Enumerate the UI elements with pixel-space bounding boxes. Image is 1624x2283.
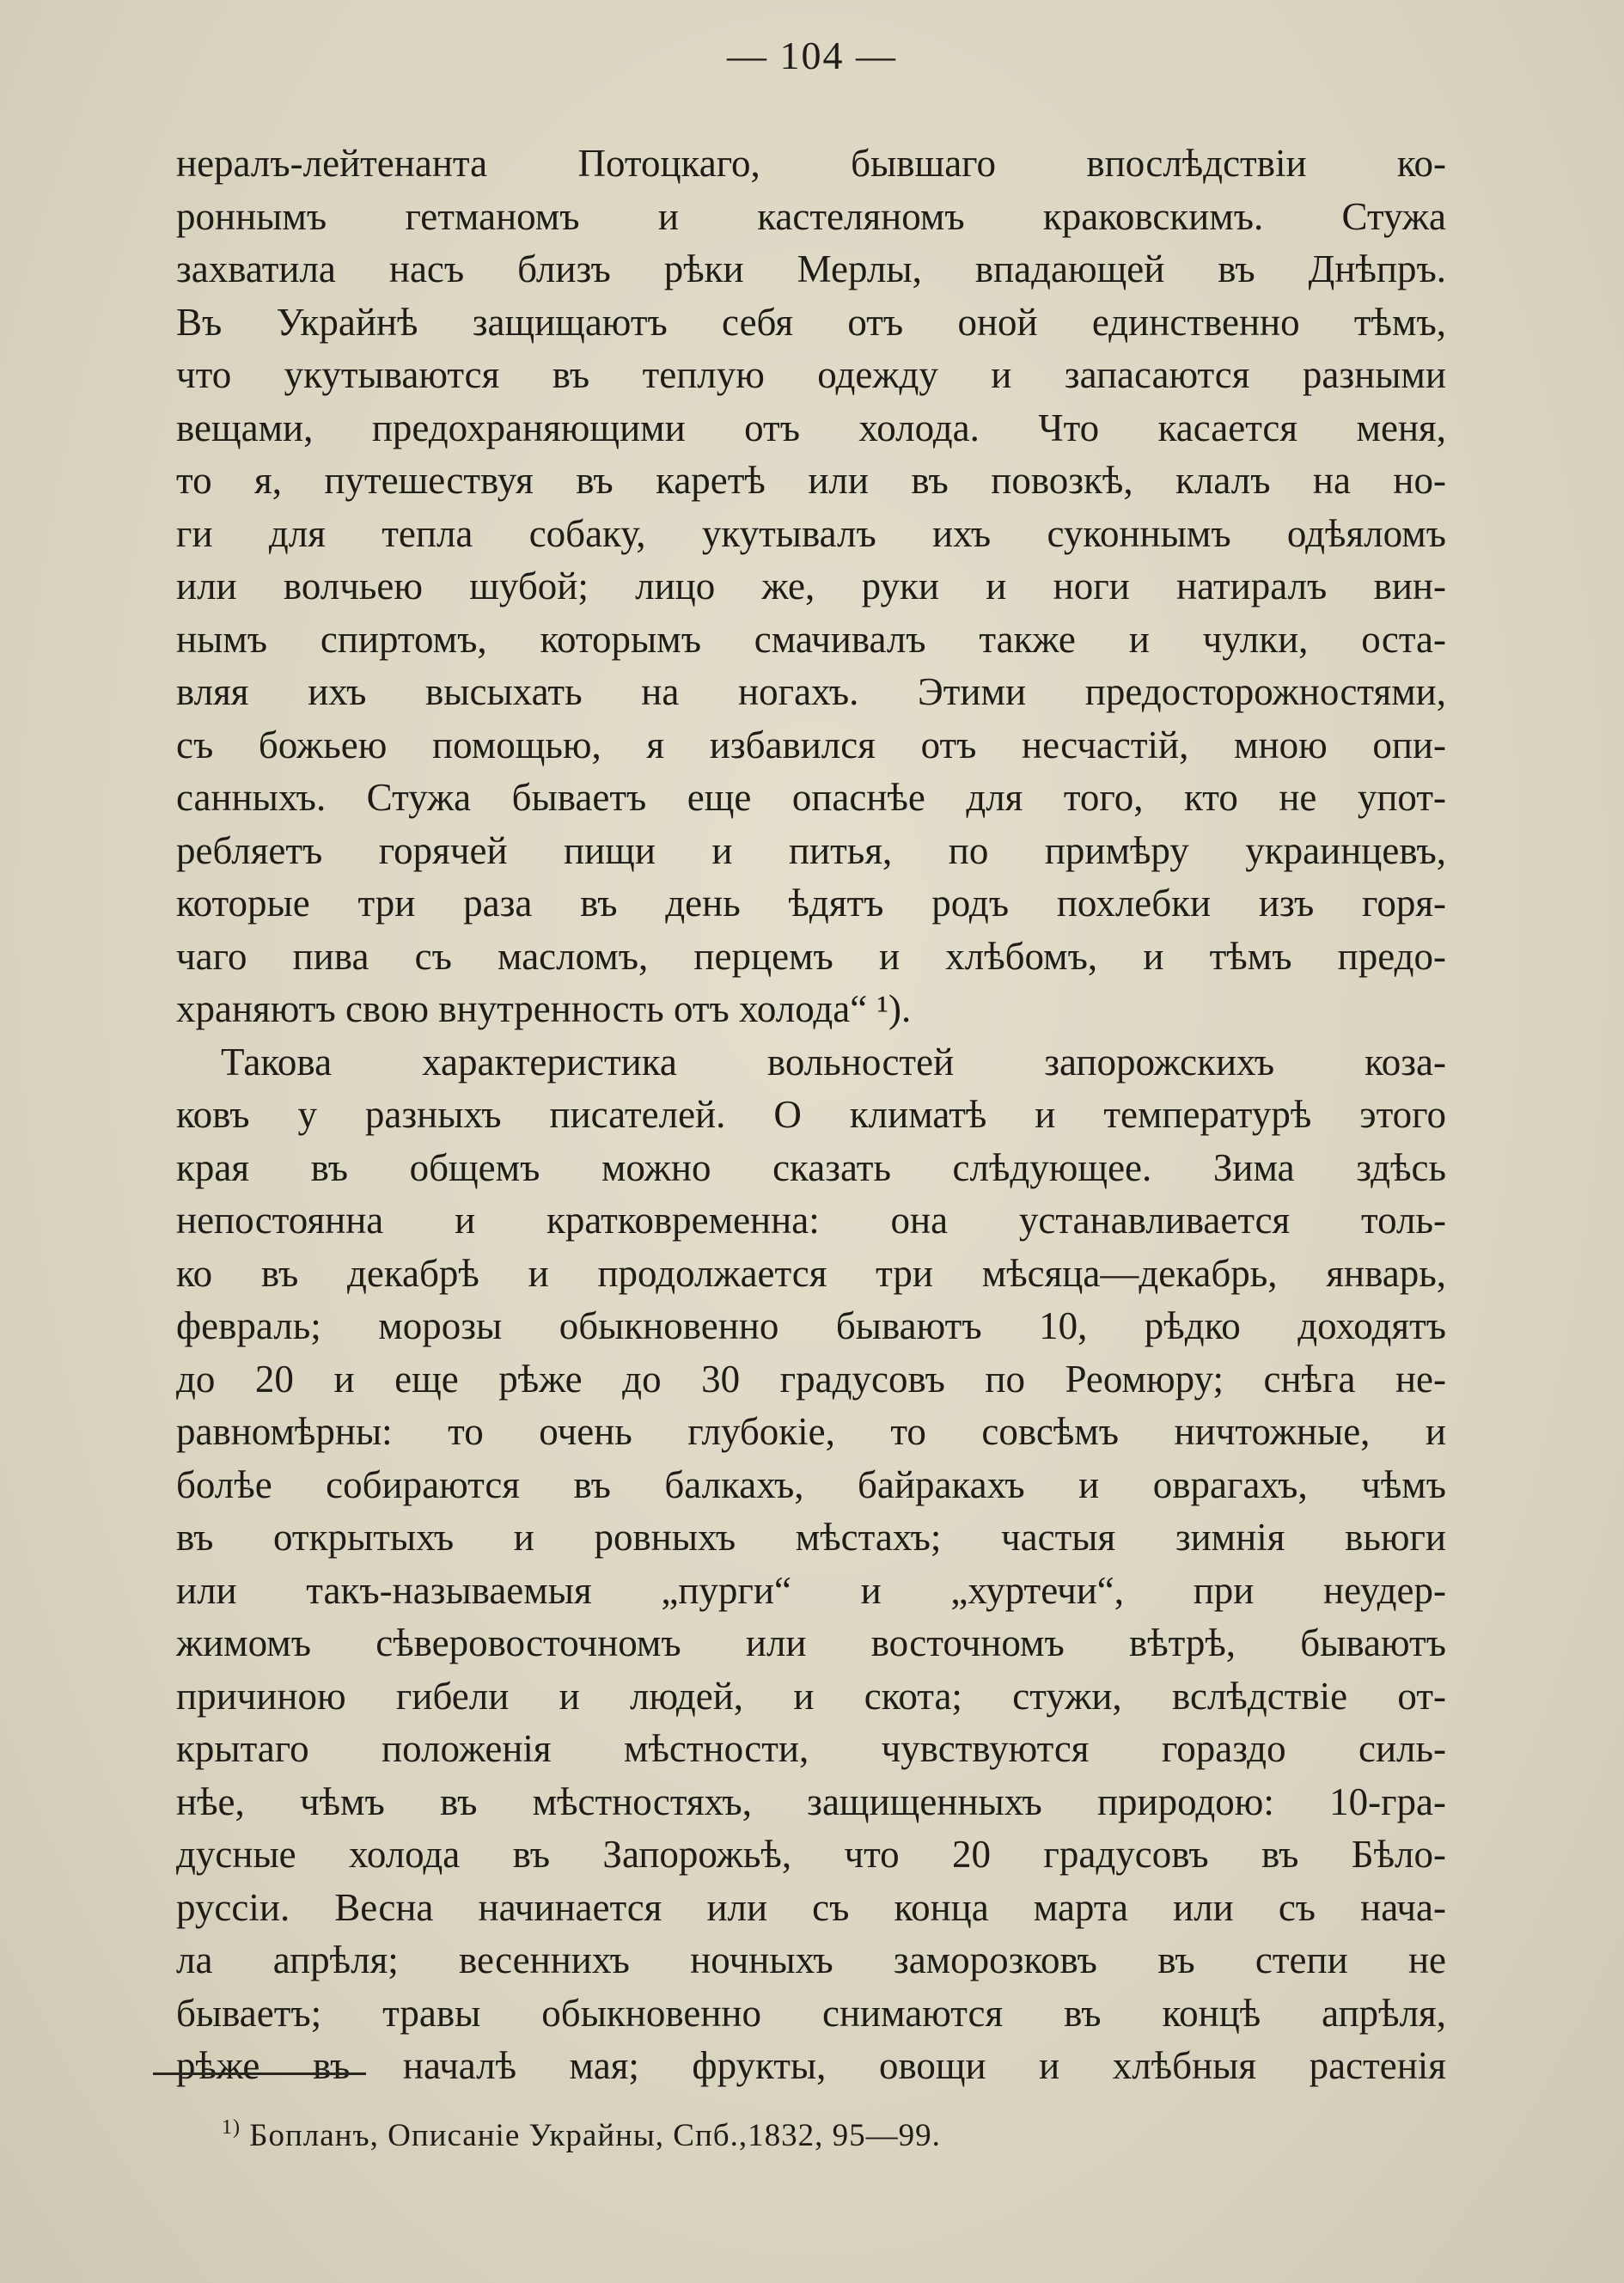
text-line: или такъ-называемыя „пурги“ и „хуртечи“, при неудер- — [176, 1568, 1446, 1612]
text-line: руссiи. Весна начинается или съ конца марта или съ нача- — [176, 1885, 1446, 1929]
text-line: вещами, предохраняющими отъ холода. Что касается меня, — [176, 406, 1446, 449]
footnote-marker: 1) — [222, 2116, 241, 2139]
text-line: въ открытыхъ и ровныхъ мѣстахъ; частыя зимнiя вьюги — [176, 1516, 1446, 1559]
text-line: крытаго положенiя мѣстности, чувствуются гораздо силь- — [176, 1727, 1446, 1770]
text-line: края въ общемъ можно сказать слѣдующее. Зима здѣсь — [176, 1145, 1446, 1189]
text-line: причиною гибели и людей, и скота; стужи, вслѣдствiе от- — [176, 1674, 1446, 1718]
text-line: дусные холода въ Запорожьѣ, что 20 градусовъ въ Бѣло- — [176, 1833, 1446, 1876]
text-line: равномѣрны: то очень глубокiе, то совсѣмъ ничтожные, и — [176, 1410, 1446, 1453]
text-line: ги для тепла собаку, укутывалъ ихъ суконнымъ одѣяломъ — [176, 511, 1446, 555]
text-line: болѣе собираются въ балкахъ, байракахъ и оврагахъ, чѣмъ — [176, 1462, 1446, 1506]
text-line: захватила насъ близъ рѣки Мерлы, впадающей въ Днѣпръ. — [176, 247, 1446, 290]
footnote-divider — [153, 2072, 366, 2075]
text-line: которые три раза въ день ѣдятъ родъ похлебки изъ горя- — [176, 882, 1446, 925]
text-line: рѣже въ началѣ мая; фрукты, овощи и хлѣбныя растенiя — [176, 2044, 1446, 2087]
text-line: февраль; морозы обыкновенно бываютъ 10, рѣдко доходятъ — [176, 1304, 1446, 1347]
text-line: до 20 и еще рѣже до 30 градусовъ по Реомюру; снѣга не- — [176, 1357, 1446, 1401]
text-line: храняютъ свою внутренность отъ холода“ ¹). — [176, 987, 912, 1030]
text-line: бываетъ; травы обыкновенно снимаются въ концѣ апрѣля, — [176, 1991, 1446, 2035]
text-line: жимомъ сѣверовосточномъ или восточномъ вѣтрѣ, бываютъ — [176, 1621, 1446, 1664]
text-line: ко въ декабрѣ и продолжается три мѣсяца—декабрь, январь, — [176, 1251, 1446, 1295]
text-line: нымъ спиртомъ, которымъ смачивалъ также и чулки, оста- — [176, 617, 1446, 661]
text-line: ковъ у разныхъ писателей. О климатѣ и температурѣ этого — [176, 1093, 1446, 1136]
text-line: то я, путешествуя въ каретѣ или въ повозкѣ, клалъ на но- — [176, 459, 1446, 502]
footnote-text: Бопланъ, Описанiе Украйны, Спб.,1832, 95—99. — [249, 2118, 941, 2153]
text-line: вляя ихъ высыхать на ногахъ. Этими предосторожностями, — [176, 670, 1446, 713]
page-number: — 104 — — [727, 34, 897, 77]
text-line: роннымъ гетманомъ и кастеляномъ краковскимъ. Стужа — [176, 194, 1446, 238]
text-line: чаго пива съ масломъ, перцемъ и хлѣбомъ, и тѣмъ предо- — [176, 934, 1446, 978]
text-line: санныхъ. Стужа бываетъ еще опаснѣе для того, кто не упот- — [176, 776, 1446, 819]
text-line: что укутываются въ теплую одежду и запасаются разными — [176, 353, 1446, 396]
text-line: Такова характеристика вольностей запорожскихъ коза- — [221, 1040, 1446, 1084]
text-line: нѣе, чѣмъ въ мѣстностяхъ, защищенныхъ природою: 10-гра- — [176, 1779, 1446, 1823]
text-line: Въ Украйнѣ защищаютъ себя отъ оной единственно тѣмъ, — [176, 300, 1446, 344]
text-line: непостоянна и кратковременна: она устанавливается толь- — [176, 1199, 1446, 1242]
body-text — [176, 137, 1446, 2093]
footnote — [222, 2116, 941, 2154]
text-line: нералъ-лейтенанта Потоцкаго, бывшаго впослѣдствiи ко- — [176, 142, 1446, 185]
text-line: ла апрѣля; весеннихъ ночныхъ заморозковъ въ степи не — [176, 1938, 1446, 1981]
text-line: ребляетъ горячей пищи и питья, по примѣру украинцевъ, — [176, 828, 1446, 872]
text-line: или волчьею шубой; лицо же, руки и ноги натиралъ вин- — [176, 565, 1446, 607]
text-line: съ божьею помощью, я избавился отъ несчастiй, мною опи- — [176, 723, 1446, 766]
